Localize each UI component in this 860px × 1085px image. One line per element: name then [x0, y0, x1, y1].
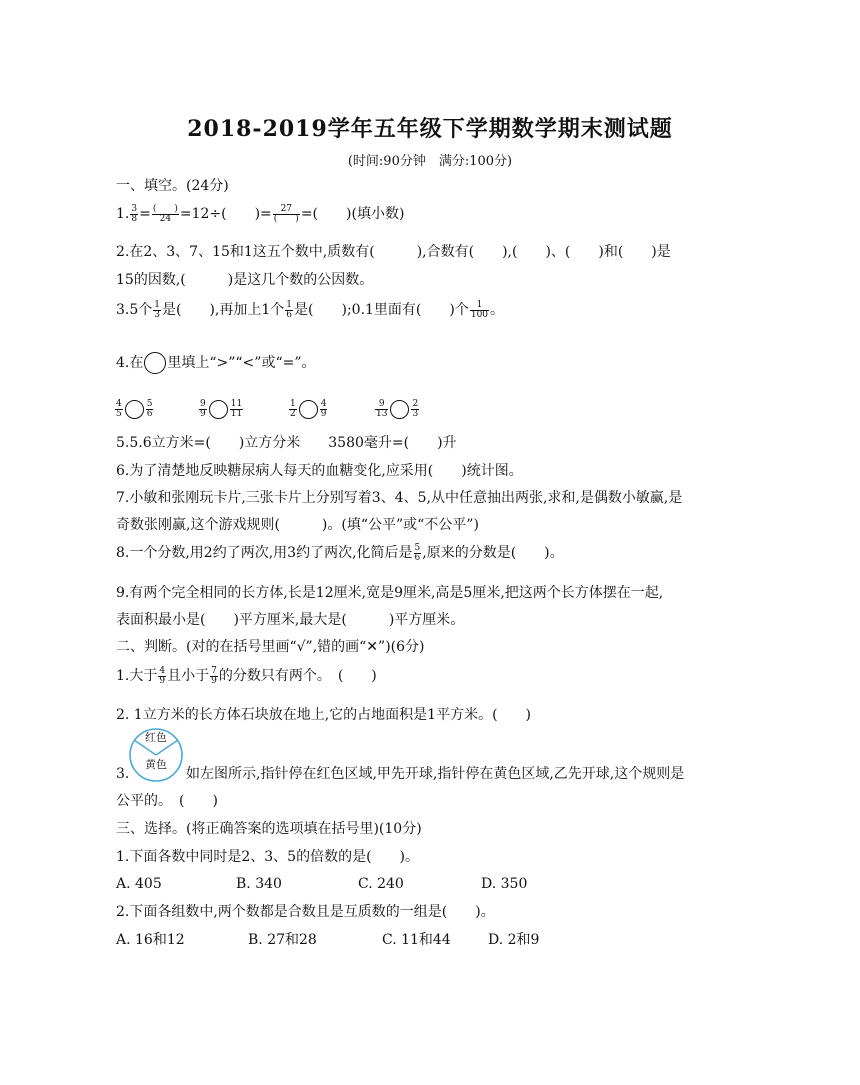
fraction: $\frac{11}{11}$ [230, 398, 243, 419]
question-1-7-line-2: 奇数张刚赢,这个游戏规则( )。(填“公平”或“不公平”) [116, 517, 479, 533]
option-c[interactable]: C. 11和44 [382, 932, 451, 948]
section-1-header: 一、填空。(24分) [116, 178, 229, 194]
fraction: $\frac{9}{9}$ [200, 398, 206, 419]
question-1-6: 6.为了清楚地反映糖尿病人每天的血糖变化,应采用( )统计图。 [116, 463, 523, 479]
option-a[interactable]: A. 405 [116, 876, 162, 892]
text: 里填上“>”“<”或“=”。 [167, 355, 316, 371]
fraction: $\frac{3}{8}$ [131, 203, 138, 224]
question-2-2: 2. 1立方米的长方体石块放在地上,它的占地面积是1平方米。( ) [116, 707, 531, 723]
question-3-1: 1.下面各数中同时是2、3、5的倍数的是( )。 [116, 849, 420, 865]
text: 是( ),再加上1个 [162, 302, 285, 318]
question-3-2: 2.下面各组数中,两个数都是合数且是互质数的一组是( )。 [116, 904, 495, 920]
text: 的分数只有两个。 ( ) [218, 668, 377, 684]
circle-icon [144, 352, 166, 374]
text: ,原来的分数是( )。 [422, 545, 564, 561]
text: 3.5个 [116, 302, 153, 318]
text: 8.一个分数,用2约了两次,用3约了两次,化简后是 [116, 545, 413, 561]
option-b[interactable]: B. 340 [236, 876, 282, 892]
fraction: $\frac{4}{5}$ [116, 398, 122, 419]
fraction: $\frac{1}{2}$ [290, 398, 296, 419]
section-3-header: 三、选择。(将正确答案的选项填在括号里)(10分) [116, 821, 422, 837]
compare-item-3 [288, 399, 328, 419]
question-1-8 [116, 543, 564, 563]
text: =12÷( )= [179, 206, 272, 222]
section-2-header: 二、判断。(对的在括号里画“√”,错的画“✕”)(6分) [116, 639, 425, 655]
question-1-4 [116, 352, 316, 374]
text: 1.大于 [116, 668, 158, 684]
fraction: $\frac{1}{6}$ [286, 299, 293, 320]
question-2-3-line-2: 公平的。 ( ) [116, 793, 218, 809]
question-1-9-line-2: 表面积最小是( )平方厘米,最大是( )平方厘米。 [116, 612, 465, 628]
compare-circle[interactable] [390, 400, 409, 419]
fraction: $\frac{7}{9}$ [211, 665, 217, 686]
compare-circle[interactable] [299, 400, 318, 419]
text: =( )(填小数) [300, 206, 405, 222]
compare-item-2 [198, 399, 244, 419]
question-1-9-line-1: 9.有两个完全相同的长方体,长是12厘米,宽是9厘米,高是5厘米,把这两个长方体摆在一起, [116, 585, 664, 601]
question-2-3-number: 3. [116, 766, 130, 782]
question-1-2-line-1: 2.在2、3、7、15和1这五个数中,质数有( ),合数有( ),( )、( )和( )是 [116, 244, 671, 260]
question-1-7-line-1: 7.小敏和张刚玩卡片,三张卡片上分别写着3、4、5,从中任意抽出两张,求和,是偶数小敏赢,是 [116, 490, 683, 506]
question-2-1 [116, 666, 377, 686]
option-d[interactable]: D. 350 [481, 876, 528, 892]
fraction: $\frac{1}{100}$ [470, 299, 489, 320]
option-c[interactable]: C. 240 [358, 876, 404, 892]
fraction: 27 ( ) [273, 203, 299, 224]
fraction: $\frac{4}{9}$ [320, 398, 327, 419]
option-d[interactable]: D. 2和9 [488, 932, 540, 948]
fraction: $\frac{2}{3}$ [412, 398, 419, 419]
text: 是( );0.1里面有( )个 [294, 302, 469, 318]
fraction: $\frac{5}{6}$ [414, 542, 421, 563]
question-1-2-line-2: 15的因数,( )是这几个数的公因数。 [116, 272, 374, 288]
spinner-red-label: 红色 [145, 731, 167, 744]
compare-circle[interactable] [209, 400, 228, 419]
option-b[interactable]: B. 27和28 [248, 932, 317, 948]
text: 且小于 [167, 668, 210, 684]
fraction: $\frac{9}{13}$ [376, 398, 388, 419]
question-1-5: 5.5.6立方米=( )立方分米 3580毫升=( )升 [116, 435, 457, 451]
compare-item-1 [114, 399, 154, 419]
compare-item-4 [374, 399, 420, 419]
fraction: $\frac{4}{9}$ [159, 665, 166, 686]
question-1-3 [116, 300, 504, 320]
text: = [139, 206, 151, 222]
fraction: ( ) 24 [152, 203, 178, 224]
compare-circle[interactable] [125, 400, 144, 419]
text: 4.在 [116, 355, 144, 371]
spinner-yellow-label: 黄色 [145, 758, 167, 771]
fraction: $\frac{1}{3}$ [154, 299, 160, 320]
question-2-3-line-1: 如左图所示,指针停在红色区域,甲先开球,指针停在黄色区域,乙先开球,这个规则是 [186, 766, 685, 782]
fraction: $\frac{5}{6}$ [146, 398, 153, 419]
text: 1. [116, 206, 130, 222]
exam-info: (时间:90分钟 满分:100分) [347, 154, 513, 169]
spinner-diagram [128, 727, 184, 783]
page-title: 2018-2019学年五年级下学期数学期末测试题 [187, 116, 673, 142]
text: 。 [490, 302, 505, 318]
option-a[interactable]: A. 16和12 [116, 932, 185, 948]
question-1-1 [116, 204, 404, 224]
